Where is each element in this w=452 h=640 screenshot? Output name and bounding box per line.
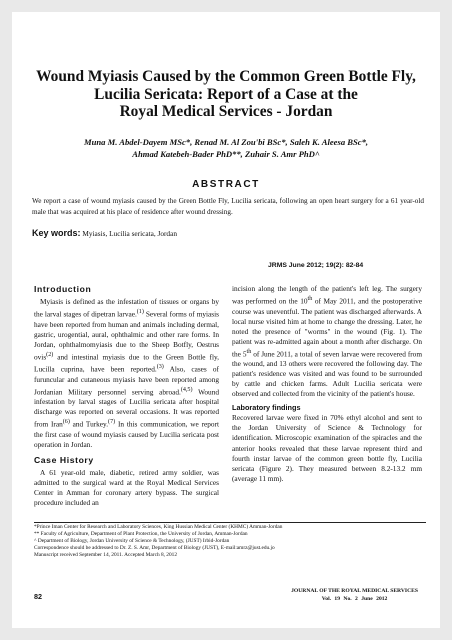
abstract-heading: ABSTRACT	[192, 179, 260, 190]
right-column	[232, 284, 422, 484]
author-line-1: Muna M. Abdel-Dayem MSc*, Renad M. Al Zou'bi BSc*, Saleh K. Aleesa BSc*,	[83, 137, 369, 147]
laboratory-findings-paragraph: Recovered larvae were fixed in 70% ethyl alcohol and sent to the Jordan University of Science & Technology for identification. Microscopic examination of the spiracles and the anterior hooks revealed that these larvae represent third and fourth instar larvae of the common green bottle fly, Lucilia sericata (Figure 2). They measured between 8.2-13.2 mm (average 11 mm).	[232, 413, 422, 483]
abstract-text: We report a case of wound myiasis caused by the Green Bottle Fly, Lucilia sericata, following an open heart surgery for a 61 year-old male that was acquired at his place of residence after wound dressing.	[32, 197, 424, 216]
article-title	[32, 68, 420, 121]
journal-footer	[291, 588, 418, 603]
ref-6: (6)	[62, 419, 70, 426]
footnote-3: ^ Department of Biology, Jordan University of Science & Technology, (JUST) Irbid-Jordan	[34, 538, 230, 545]
intro-text-c: and intestinal myiasis due to the Green Bottle fly, Lucilla cuprina, have been reported.	[34, 352, 219, 374]
footnote-2: ** Faculty of Agriculture, Department of Plant Protection, the University of Jordan, Amman-Jordan	[34, 531, 248, 538]
paper-page	[12, 12, 440, 628]
case-history-heading: Case History	[34, 454, 94, 465]
ref-1: (1)	[136, 309, 144, 316]
case-continued-paragraph	[232, 284, 422, 399]
intro-text-f: and Turkey.	[69, 419, 109, 429]
ref-2: (2)	[46, 351, 54, 358]
journal-issue: Vol. 19 No. 2 June 2012	[321, 595, 388, 602]
intro-text-e: Wound infestation by larval stages of Lucilia sericata after hospital discharge was reported on several occasions. It was reported from Iran	[34, 387, 220, 429]
intro-text-a: Myiasis is defined as the infestation of tissues or organs by the larval stages of dipetran larvae.	[34, 297, 219, 319]
author-list	[42, 136, 410, 160]
ref-4-5: (4,5)	[180, 386, 193, 393]
case-text-c: of June 2011, a total of seven larvae were recovered from the wound, and 13 others were recovered the following day. The patient's residence was visited and was found to be surrounded by cattle and chicken farms. Adult Lucilia sericata were observed and collected from the vicinity of the patient's house.	[232, 349, 423, 399]
ordinal-th-1: th	[307, 296, 313, 303]
introduction-paragraph	[34, 297, 219, 450]
footnote-divider	[34, 522, 426, 523]
intro-text-b: Several forms of myiasis have been reported from human and animals including dermal, gastric, urogential, aural, ophthalmic and other rare forms. In Jordan, ophthalmomyiasis due to the Sheep Botfly, Oestrus ovis	[34, 309, 219, 362]
laboratory-findings-heading: Laboratory findings	[232, 403, 301, 413]
case-text-a: incision along the length of the patient's left leg. The surgery was performed on the 10	[232, 284, 422, 306]
intro-text-g: In this communication, we report the first case of wound myiasis caused by Lucilia sericata post operation in Jordan.	[34, 419, 219, 449]
keywords-label: Key words:	[32, 228, 81, 238]
journal-citation: JRMS June 2012; 19(2): 82-84	[268, 262, 364, 269]
case-history-paragraph: A 61 year-old male, diabetic, retired army soldier, was admitted to the surgical ward at the Royal Medical Services Center in Amman for coronary artery bypass. The surgical procedure included an	[34, 467, 219, 507]
footnotes	[34, 524, 426, 559]
introduction-heading: Introduction	[34, 284, 92, 294]
journal-name: JOURNAL OF THE ROYAL MEDICAL SERVICES	[291, 588, 418, 594]
title-line-1: Wound Myiasis Caused by the Common Green Bottle Fly,	[36, 68, 416, 85]
case-text-b: of May 2011, and the postoperative course was uneventful. The patient was discharged afterwards. A local nurse visited him at home to change the dressing. Later, he noted the presence of "worms" in the wound (Fig. 1). The patient was re-admitted again about a month after discharge. On the 5	[232, 296, 422, 359]
ordinal-th-2: th	[246, 348, 252, 355]
ref-7: (7)	[108, 419, 116, 426]
keywords	[32, 228, 424, 238]
author-line-2: Ahmad Katebeh-Bader PhD**, Zuhair S. Amr PhD^	[132, 149, 320, 159]
footnote-1: *Prince Iman Center for Research and Laboratory Sciences, King Hussian Medical Center (KHMC) Amman-Jordan	[34, 524, 283, 530]
ref-3: (3)	[156, 364, 164, 371]
footnote-5: Manuscript received September 14, 2011. Accepted March 8, 2012	[34, 552, 177, 559]
left-column	[34, 284, 219, 508]
page-number: 82	[34, 592, 42, 601]
footnote-4: Correspondence should be addressed to Dr. Z. S. Amr, Department of Biology (JUST), E-mail:amrz@just.edu.jo	[34, 545, 275, 552]
title-line-2: Lucilia Sericata: Report of a Case at the	[94, 85, 358, 103]
keywords-text: Myiasis, Lucilia sericata, Jordan	[80, 229, 177, 238]
intro-text-d: Also, cases of furuncular and cutaneous myiasis have been reported among Jordanian Military personnel serving abroad.	[34, 364, 219, 397]
title-line-3: Royal Medical Services - Jordan	[119, 103, 333, 120]
